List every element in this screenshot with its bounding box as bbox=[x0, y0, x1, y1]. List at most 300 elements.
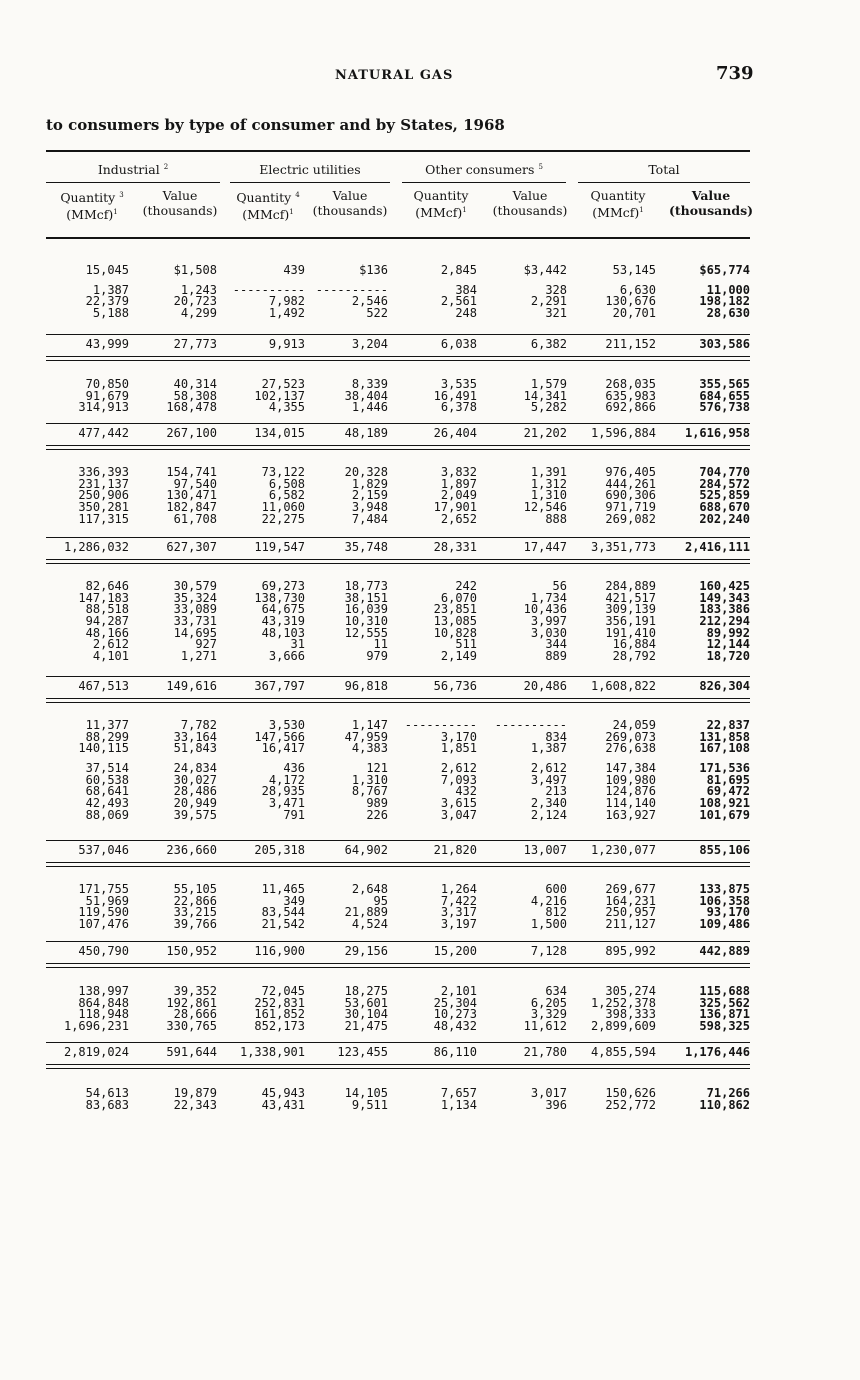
table-cell: 1,391 bbox=[530, 465, 567, 479]
table-cell: 2,291 bbox=[530, 294, 567, 309]
table-block bbox=[46, 986, 750, 1033]
table-cell: 1,734 bbox=[530, 590, 567, 605]
group-underline bbox=[230, 182, 390, 183]
running-head: NATURAL GAS bbox=[335, 68, 454, 83]
table-cell: 42,493 bbox=[85, 796, 129, 811]
table-cell: 119,547 bbox=[254, 540, 305, 554]
table-cell: 107,476 bbox=[78, 917, 129, 932]
table-cell: $136 bbox=[359, 263, 388, 277]
footnote-mark: 1 bbox=[113, 208, 118, 217]
table-cell: 163,927 bbox=[605, 807, 656, 822]
table-cell: 927 bbox=[195, 637, 217, 652]
table-cell: 83,544 bbox=[261, 905, 305, 920]
table-cell: 852,173 bbox=[254, 1019, 305, 1034]
table-cell: 1,492 bbox=[268, 306, 305, 321]
table-cell: 269,082 bbox=[605, 511, 656, 526]
table-cell: 48,103 bbox=[261, 625, 305, 640]
table-cell: 2,416,111 bbox=[684, 540, 750, 554]
table-cell: 6,582 bbox=[268, 488, 305, 503]
column-header bbox=[396, 188, 486, 220]
table-cell: 1,134 bbox=[440, 1097, 477, 1112]
table-row bbox=[46, 919, 750, 931]
table-cell: 888 bbox=[545, 511, 567, 526]
table-block bbox=[46, 379, 750, 414]
table-cell: 51,843 bbox=[173, 741, 217, 756]
table-cell: 147,183 bbox=[78, 590, 129, 605]
table-cell: 147,566 bbox=[254, 729, 305, 744]
table-cell: 130,676 bbox=[605, 294, 656, 309]
table-cell: 442,889 bbox=[699, 944, 750, 958]
table-cell: 3,017 bbox=[530, 1086, 567, 1100]
table-cell: 18,773 bbox=[344, 579, 388, 593]
table-cell: 138,997 bbox=[78, 984, 129, 998]
table-cell: 2,049 bbox=[440, 488, 477, 503]
footnote-mark: 2 bbox=[163, 162, 169, 171]
table-cell: 3,666 bbox=[268, 649, 305, 664]
table-cell: 11,612 bbox=[523, 1019, 567, 1034]
table-cell: 314,913 bbox=[78, 400, 129, 415]
total-rule bbox=[46, 449, 750, 450]
table-cell: 11,000 bbox=[706, 282, 750, 297]
table-cell: 25,304 bbox=[433, 995, 477, 1010]
table-cell: 864,848 bbox=[78, 995, 129, 1010]
table-block bbox=[46, 467, 750, 525]
table-cell: 5,188 bbox=[92, 306, 129, 321]
table-cell: 33,164 bbox=[173, 729, 217, 744]
table-cell: 396 bbox=[545, 1097, 567, 1112]
table-cell: 54,613 bbox=[85, 1086, 129, 1100]
table-cell: 88,069 bbox=[85, 807, 129, 822]
table-cell: 55,105 bbox=[173, 882, 217, 896]
column-header bbox=[666, 188, 756, 218]
total-rule bbox=[46, 356, 750, 357]
table-cell: 511 bbox=[455, 637, 477, 652]
table-cell: 43,431 bbox=[261, 1097, 305, 1112]
table-cell: 791 bbox=[283, 807, 305, 822]
table-cell: 1,579 bbox=[530, 377, 567, 391]
table-cell: 192,861 bbox=[166, 995, 217, 1010]
table-cell: 33,731 bbox=[173, 614, 217, 629]
table-cell: 450,790 bbox=[78, 944, 129, 958]
table-cell: 28,792 bbox=[612, 649, 656, 664]
table-cell: 86,110 bbox=[433, 1045, 477, 1059]
column-header-line1: Quantity bbox=[413, 188, 469, 203]
table-cell: 2,652 bbox=[440, 511, 477, 526]
table-block bbox=[46, 581, 750, 663]
total-row bbox=[46, 942, 750, 960]
table-cell: 2,159 bbox=[351, 488, 388, 503]
table-cell: 22,866 bbox=[173, 893, 217, 908]
table-cell: 3,047 bbox=[440, 807, 477, 822]
column-header bbox=[135, 188, 225, 218]
table-cell: 325,562 bbox=[699, 995, 750, 1010]
table-cell: 3,530 bbox=[268, 718, 305, 732]
table-cell: 93,170 bbox=[706, 905, 750, 920]
table-cell: 81,695 bbox=[706, 772, 750, 787]
table-cell: 627,307 bbox=[166, 540, 217, 554]
table-cell: 150,952 bbox=[166, 944, 217, 958]
table-cell: 20,949 bbox=[173, 796, 217, 811]
table-cell: 56,736 bbox=[433, 679, 477, 693]
table-cell: 328 bbox=[545, 282, 567, 297]
table-cell: 20,701 bbox=[612, 306, 656, 321]
table-cell: 6,038 bbox=[440, 337, 477, 351]
table-cell: 895,992 bbox=[605, 944, 656, 958]
table-row bbox=[46, 402, 750, 414]
total-rule bbox=[46, 360, 750, 361]
table-cell: 3,351,773 bbox=[590, 540, 656, 554]
footnote-mark: 1 bbox=[639, 206, 644, 214]
table-cell: 64,902 bbox=[344, 843, 388, 857]
table-cell: 133,875 bbox=[699, 882, 750, 896]
table-cell: 47,959 bbox=[344, 729, 388, 744]
total-row bbox=[46, 841, 750, 859]
table-cell: 182,847 bbox=[166, 500, 217, 515]
group-underline bbox=[402, 182, 566, 183]
total-rule bbox=[46, 698, 750, 699]
table-cell: ---------- bbox=[232, 282, 305, 297]
table-cell: 248 bbox=[455, 306, 477, 321]
table-cell: 826,304 bbox=[699, 679, 750, 693]
total-row bbox=[46, 424, 750, 442]
table-block bbox=[46, 1088, 750, 1111]
table-cell: 1,608,822 bbox=[590, 679, 656, 693]
group-header-label: Other consumers bbox=[425, 162, 535, 177]
table-cell: 53,145 bbox=[612, 263, 656, 277]
table-cell: 202,240 bbox=[699, 511, 750, 526]
table-cell: 692,866 bbox=[605, 400, 656, 415]
total-rule bbox=[46, 862, 750, 863]
table-cell: 267,100 bbox=[166, 426, 217, 440]
table-cell: 117,315 bbox=[78, 511, 129, 526]
table-cell: 53,601 bbox=[344, 995, 388, 1010]
table-cell: ---------- bbox=[494, 718, 567, 732]
table-cell: 303,586 bbox=[699, 337, 750, 351]
table-cell: 226 bbox=[366, 807, 388, 822]
table-cell: 27,523 bbox=[261, 377, 305, 391]
column-header-line2: (MMcf) bbox=[415, 205, 463, 221]
table-cell: 525,859 bbox=[699, 488, 750, 503]
table-cell: 704,770 bbox=[699, 465, 750, 479]
table-cell: 236,660 bbox=[166, 843, 217, 857]
table-cell: 1,312 bbox=[530, 476, 567, 491]
table-cell: 18,275 bbox=[344, 984, 388, 998]
table-cell: 7,782 bbox=[180, 718, 217, 732]
table-cell: 467,513 bbox=[78, 679, 129, 693]
table-cell: 39,575 bbox=[173, 807, 217, 822]
table-cell: 71,266 bbox=[706, 1086, 750, 1100]
group-header bbox=[578, 162, 750, 177]
table-cell: 45,943 bbox=[261, 1086, 305, 1100]
table-block bbox=[46, 265, 750, 320]
table-cell: 4,524 bbox=[351, 917, 388, 932]
column-header-line2: (thousands) bbox=[668, 203, 754, 218]
footnote-mark: 3 bbox=[119, 191, 124, 199]
table-cell: 43,319 bbox=[261, 614, 305, 629]
table-cell: 477,442 bbox=[78, 426, 129, 440]
column-header bbox=[573, 188, 663, 220]
table-cell: 3,197 bbox=[440, 917, 477, 932]
table-cell: $1,508 bbox=[173, 263, 217, 277]
table-cell: 167,108 bbox=[699, 741, 750, 756]
total-row bbox=[46, 677, 750, 695]
column-header bbox=[47, 188, 137, 222]
footnote-mark: 4 bbox=[295, 191, 300, 199]
table-cell: 9,511 bbox=[351, 1097, 388, 1112]
table-cell: 22,343 bbox=[173, 1097, 217, 1112]
table-cell: 161,852 bbox=[254, 1007, 305, 1022]
column-header-line2: (thousands) bbox=[492, 203, 568, 218]
table-cell: 20,486 bbox=[523, 679, 567, 693]
table-cell: 688,670 bbox=[699, 500, 750, 515]
column-header-line1: Value bbox=[512, 188, 548, 203]
table-cell: 11,465 bbox=[261, 882, 305, 896]
table-cell: ---------- bbox=[404, 718, 477, 732]
column-header-line1: Value bbox=[691, 188, 731, 203]
table-cell: 130,471 bbox=[166, 488, 217, 503]
table-cell: 48,166 bbox=[85, 625, 129, 640]
table-cell: 7,422 bbox=[440, 893, 477, 908]
group-header-label: Electric utilities bbox=[259, 162, 361, 177]
table-cell: 20,723 bbox=[173, 294, 217, 309]
table-cell: 213 bbox=[545, 784, 567, 799]
table-cell: 576,738 bbox=[699, 400, 750, 415]
table-cell: 4,172 bbox=[268, 772, 305, 787]
table-cell: 6,205 bbox=[530, 995, 567, 1010]
table-cell: 268,035 bbox=[605, 377, 656, 391]
table-cell: 444,261 bbox=[605, 476, 656, 491]
column-header-line1: Quantity bbox=[236, 190, 292, 206]
table-cell: 1,851 bbox=[440, 741, 477, 756]
total-rule bbox=[46, 445, 750, 446]
footnote-mark: 1 bbox=[462, 206, 467, 214]
table-cell: 102,137 bbox=[254, 388, 305, 403]
table-cell: 30,104 bbox=[344, 1007, 388, 1022]
table-cell: 118,948 bbox=[78, 1007, 129, 1022]
group-underline bbox=[578, 182, 750, 183]
table-cell: 5,282 bbox=[530, 400, 567, 415]
table-cell: 432 bbox=[455, 784, 477, 799]
table-cell: 212,294 bbox=[699, 614, 750, 629]
group-header bbox=[402, 162, 566, 177]
table-cell: 2,149 bbox=[440, 649, 477, 664]
table-cell: 321 bbox=[545, 306, 567, 321]
table-row bbox=[46, 308, 750, 320]
table-cell: 198,182 bbox=[699, 294, 750, 309]
table-cell: 439 bbox=[283, 263, 305, 277]
table-cell: 150,626 bbox=[605, 1086, 656, 1100]
table-cell: 284,889 bbox=[605, 579, 656, 593]
table-cell: 109,980 bbox=[605, 772, 656, 787]
table-cell: 171,536 bbox=[699, 761, 750, 776]
table-cell: 1,500 bbox=[530, 917, 567, 932]
table-cell: 2,612 bbox=[92, 637, 129, 652]
table-cell: 15,045 bbox=[85, 263, 129, 277]
table-cell: 88,518 bbox=[85, 602, 129, 617]
table-cell: 2,124 bbox=[530, 807, 567, 822]
column-header-line1: Quantity bbox=[60, 190, 116, 206]
table-cell: 10,310 bbox=[344, 614, 388, 629]
table-cell: 22,275 bbox=[261, 511, 305, 526]
table-cell: 3,535 bbox=[440, 377, 477, 391]
table-cell: 88,299 bbox=[85, 729, 129, 744]
table-cell: 28,935 bbox=[261, 784, 305, 799]
table-cell: 1,596,884 bbox=[590, 426, 656, 440]
table-cell: 58,308 bbox=[173, 388, 217, 403]
table-cell: 21,475 bbox=[344, 1019, 388, 1034]
table-cell: 591,644 bbox=[166, 1045, 217, 1059]
table-cell: 3,832 bbox=[440, 465, 477, 479]
table-cell: 4,101 bbox=[92, 649, 129, 664]
table-cell: ---------- bbox=[315, 282, 388, 297]
table-cell: 11 bbox=[373, 637, 388, 652]
table-cell: 160,425 bbox=[699, 579, 750, 593]
table-cell: 1,616,958 bbox=[684, 426, 750, 440]
table-cell: 168,478 bbox=[166, 400, 217, 415]
table-row bbox=[46, 1021, 750, 1033]
table-cell: $3,442 bbox=[523, 263, 567, 277]
table-cell: 21,820 bbox=[433, 843, 477, 857]
page-title: to consumers by type of consumer and by States, 1968 bbox=[46, 116, 505, 134]
table-row bbox=[46, 511, 750, 526]
table-cell: 971,719 bbox=[605, 500, 656, 515]
table-cell: 522 bbox=[366, 306, 388, 321]
total-rule bbox=[46, 563, 750, 564]
table-row bbox=[46, 743, 750, 755]
table-cell: 1,230,077 bbox=[590, 843, 656, 857]
column-header-line2: (thousands) bbox=[312, 203, 388, 218]
table-cell: 1,264 bbox=[440, 882, 477, 896]
table-cell: 269,073 bbox=[605, 729, 656, 744]
table-cell: 6,382 bbox=[530, 337, 567, 351]
table-cell: 1,696,231 bbox=[63, 1019, 129, 1034]
table-cell: 598,325 bbox=[699, 1019, 750, 1034]
table-cell: 367,797 bbox=[254, 679, 305, 693]
table-cell: 110,862 bbox=[699, 1097, 750, 1112]
table-cell: 284,572 bbox=[699, 476, 750, 491]
column-header bbox=[305, 188, 395, 218]
table-cell: 211,152 bbox=[605, 337, 656, 351]
table-cell: 16,039 bbox=[344, 602, 388, 617]
table-cell: 149,616 bbox=[166, 679, 217, 693]
table-cell: 2,845 bbox=[440, 263, 477, 277]
table-cell: 12,546 bbox=[523, 500, 567, 515]
table-cell: 20,328 bbox=[344, 465, 388, 479]
table-cell: 138,730 bbox=[254, 590, 305, 605]
table-cell: 4,355 bbox=[268, 400, 305, 415]
table-cell: 2,340 bbox=[530, 796, 567, 811]
table-cell: 35,324 bbox=[173, 590, 217, 605]
table-cell: 115,688 bbox=[699, 984, 750, 998]
table-cell: 979 bbox=[366, 649, 388, 664]
table-cell: 2,561 bbox=[440, 294, 477, 309]
table-cell: 28,666 bbox=[173, 1007, 217, 1022]
table-cell: 269,677 bbox=[605, 882, 656, 896]
table-cell: 48,432 bbox=[433, 1019, 477, 1034]
table-cell: 14,695 bbox=[173, 625, 217, 640]
table-cell: 889 bbox=[545, 649, 567, 664]
table-cell: 123,455 bbox=[337, 1045, 388, 1059]
table-cell: 114,140 bbox=[605, 796, 656, 811]
table-cell: 16,491 bbox=[433, 388, 477, 403]
total-rule bbox=[46, 866, 750, 867]
table-cell: 51,969 bbox=[85, 893, 129, 908]
table-cell: 72,045 bbox=[261, 984, 305, 998]
table-cell: 349 bbox=[283, 893, 305, 908]
table-cell: 89,992 bbox=[706, 625, 750, 640]
table-cell: 8,767 bbox=[351, 784, 388, 799]
table-cell: 1,147 bbox=[351, 718, 388, 732]
table-cell: 119,590 bbox=[78, 905, 129, 920]
table-cell: 7,128 bbox=[530, 944, 567, 958]
table-cell: 35,748 bbox=[344, 540, 388, 554]
footnote-mark: 1 bbox=[289, 208, 294, 217]
table-cell: 8,339 bbox=[351, 377, 388, 391]
table-cell: 355,565 bbox=[699, 377, 750, 391]
table-cell: 9,913 bbox=[268, 337, 305, 351]
table-cell: 60,538 bbox=[85, 772, 129, 787]
table-cell: 96,818 bbox=[344, 679, 388, 693]
table-cell: 10,436 bbox=[523, 602, 567, 617]
table-cell: 82,646 bbox=[85, 579, 129, 593]
table-cell: 3,497 bbox=[530, 772, 567, 787]
table-cell: 1,897 bbox=[440, 476, 477, 491]
column-header-line2: (MMcf) bbox=[242, 207, 290, 223]
table-cell: 109,486 bbox=[699, 917, 750, 932]
table-cell: 28,630 bbox=[706, 306, 750, 321]
header-bottom-rule bbox=[46, 237, 750, 239]
group-underline bbox=[46, 182, 220, 183]
table-cell: 191,410 bbox=[605, 625, 656, 640]
table-cell: 634 bbox=[545, 984, 567, 998]
total-rule bbox=[46, 559, 750, 560]
table-cell: 38,151 bbox=[344, 590, 388, 605]
table-cell: 183,386 bbox=[699, 602, 750, 617]
table-cell: 121 bbox=[366, 761, 388, 776]
table-cell: 38,404 bbox=[344, 388, 388, 403]
total-rule bbox=[46, 963, 750, 964]
table-cell: 19,879 bbox=[173, 1086, 217, 1100]
table-cell: 22,837 bbox=[706, 718, 750, 732]
total-rule bbox=[46, 1064, 750, 1065]
table-cell: 68,641 bbox=[85, 784, 129, 799]
table-cell: 600 bbox=[545, 882, 567, 896]
table-cell: 250,957 bbox=[605, 905, 656, 920]
table-cell: 39,352 bbox=[173, 984, 217, 998]
table-cell: 17,447 bbox=[523, 540, 567, 554]
table-cell: 43,999 bbox=[85, 337, 129, 351]
table-cell: 22,379 bbox=[85, 294, 129, 309]
group-header-label: Total bbox=[648, 162, 680, 177]
table-cell: 37,514 bbox=[85, 761, 129, 776]
table-cell: 11,377 bbox=[85, 718, 129, 732]
table-cell: 1,271 bbox=[180, 649, 217, 664]
group-header bbox=[230, 162, 390, 177]
table-top-rule bbox=[46, 150, 750, 152]
table-cell: 21,202 bbox=[523, 426, 567, 440]
table-cell: 211,127 bbox=[605, 917, 656, 932]
table-row bbox=[46, 651, 750, 663]
table-cell: 252,831 bbox=[254, 995, 305, 1010]
total-row bbox=[46, 1043, 750, 1061]
table-cell: 2,546 bbox=[351, 294, 388, 309]
table-cell: 24,059 bbox=[612, 718, 656, 732]
table-cell: 13,007 bbox=[523, 843, 567, 857]
table-cell: 3,997 bbox=[530, 614, 567, 629]
table-cell: 29,156 bbox=[344, 944, 388, 958]
table-cell: 30,027 bbox=[173, 772, 217, 787]
table-cell: 61,708 bbox=[173, 511, 217, 526]
